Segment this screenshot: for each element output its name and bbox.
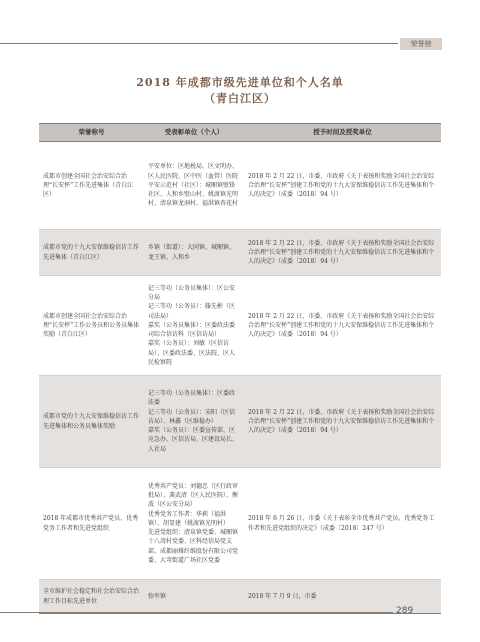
- recipient-line: 记三等功（公务员集体）：区公安分局: [148, 285, 236, 302]
- table-header-row: [39, 124, 441, 142]
- recipient-line: 嘉奖（公务员）：刘敏（区信访局）、区委政法委、区法院、区人民检察院: [148, 340, 236, 366]
- recipient-line: 乡镇（街道）：大同镇、城厢镇、龙王镇、人和乡: [148, 244, 236, 261]
- recipient-line: 记三等功（公务员）：滕先彬（区司法局）: [148, 303, 236, 320]
- page-subtitle: （青白江区）: [204, 92, 276, 105]
- recipients-cell: [144, 230, 244, 276]
- grant-cell: 2018 年 2 月 22 日，市委、市政府《关于表扬和奖励全国社会治安综合治理“长安杯”创建工作和党的十九大安保维稳信访工作先进集体和个人的决定》（成委〔2018〕94 号）: [244, 376, 441, 468]
- recipients-cell: [144, 276, 244, 376]
- recipients-cell: [144, 580, 244, 614]
- grant-cell: 2018 年 2 月 22 日，市委、市政府《关于表扬和奖励全国社会治安综合治理“长安杯”创建工作和党的十九大安保维稳信访工作先进集体和个人的决定》（成委〔2018〕94 号）: [244, 276, 441, 376]
- recipients-cell: [144, 376, 244, 468]
- section-tag: 荣誉榜: [400, 38, 442, 50]
- grant-cell: 2018 年 2 月 22 日，市委、市政府《关于表扬和奖励全国社会治安综合治理“长安杯”创建工作和党的十九大安保维稳信访工作先进集体和个人的决定》（成委〔2018〕94 号）: [244, 230, 441, 276]
- table-row: [39, 230, 441, 276]
- page-title: 2018 年成都市级先进单位和个人名单: [136, 76, 344, 89]
- honor-cell: 全市维护社会稳定和社会治安综合治理工作目标先进单位: [39, 580, 144, 614]
- grant-cell: 2018 年 7 月 9 日，市委: [244, 580, 441, 614]
- footer-rule: [0, 612, 393, 613]
- grant-cell: 2018 年 6 月 26 日，市委《关于表彰全市优秀共产党员、优秀党务工作者和先进党组织的决定》（成委〔2018〕247 号）: [244, 468, 441, 580]
- honor-cell: 成都市创建全国社会治安综合治理“长安杯”工作先进集体（青白江区）: [39, 142, 144, 230]
- recipient-line: 记三等功（公务员）：宋阳（区信访局）、林鑫（区维稳办）: [148, 408, 236, 425]
- recipient-line: 记三等功（公务员集体）：区委政法委: [148, 390, 236, 407]
- column-header-grant: 授予时间及授奖单位: [244, 124, 441, 142]
- table-row: [39, 142, 441, 230]
- honor-cell: 成都市党的十九大安保维稳信访工作先进集体（青白江区）: [39, 230, 144, 276]
- table-row: [39, 468, 441, 580]
- recipient-line: 先进党组织：清泉镇党委、城厢镇十八湾村党委、区科经信局党支部、成都丽雅纤维股份有限公司党委、大弯街道广场社区党委: [148, 529, 239, 564]
- table-row: [39, 376, 441, 468]
- recipients-cell: [144, 468, 244, 580]
- page-number: 289: [396, 606, 414, 616]
- honor-cell: 2018 年成都市优秀共产党员、优秀党务工作者和先进党组织: [39, 468, 144, 580]
- header-rule: [0, 43, 398, 44]
- grant-cell: 2018 年 2 月 22 日，市委、市政府《关于表扬和奖励全国社会治安综合治理“长安杯”创建工作和党的十九大安保维稳信访工作先进集体和个人的决定》（成委〔2018〕94 号）: [244, 142, 441, 230]
- recipient-line: 嘉奖（公务员）：区委宣传部、区应急办、区信访局、区建设局长、人社局: [148, 427, 239, 453]
- recipient-line: 弥牟镇: [148, 592, 167, 600]
- recipient-line: 优秀党务工作者：华莉（福洪镇）、胡显建（姚渡镇光明村）: [148, 510, 230, 527]
- recipients-cell: [144, 142, 244, 230]
- recipient-line: 优秀共产党员：刘德忠（区行政审批局）、龚武清（区人民医院）、衡波（区公安分局）: [148, 483, 239, 509]
- honor-table: [39, 123, 441, 614]
- honor-cell: 成都市创建全国社会治安综合治理“长安杯”工作公务员和公务员集体奖励（青白江区）: [39, 276, 144, 376]
- recipient-line: 平安单位：区地税局、区文明办、区人民医院、区中医（血管）医院: [148, 163, 239, 180]
- table-row: [39, 580, 441, 614]
- column-header-honor: 荣誉称号: [39, 124, 144, 142]
- recipient-line: 嘉奖（公务员集体）：区委政法委司综合信访科（区信访局）: [148, 321, 236, 339]
- table-row: [39, 276, 441, 376]
- recipient-line: 平安示范村（社区）：城厢镇壁锋社区、人和乡壁山村、姚渡镇光明村、清泉镇龙洞村、福洪镇杏花村: [148, 181, 239, 208]
- column-header-recipients: 受表彰单位（个人）: [144, 124, 244, 142]
- honor-cell: 成都市党的十九大安保维稳信访工作先进集体和公务员集体奖励: [39, 376, 144, 468]
